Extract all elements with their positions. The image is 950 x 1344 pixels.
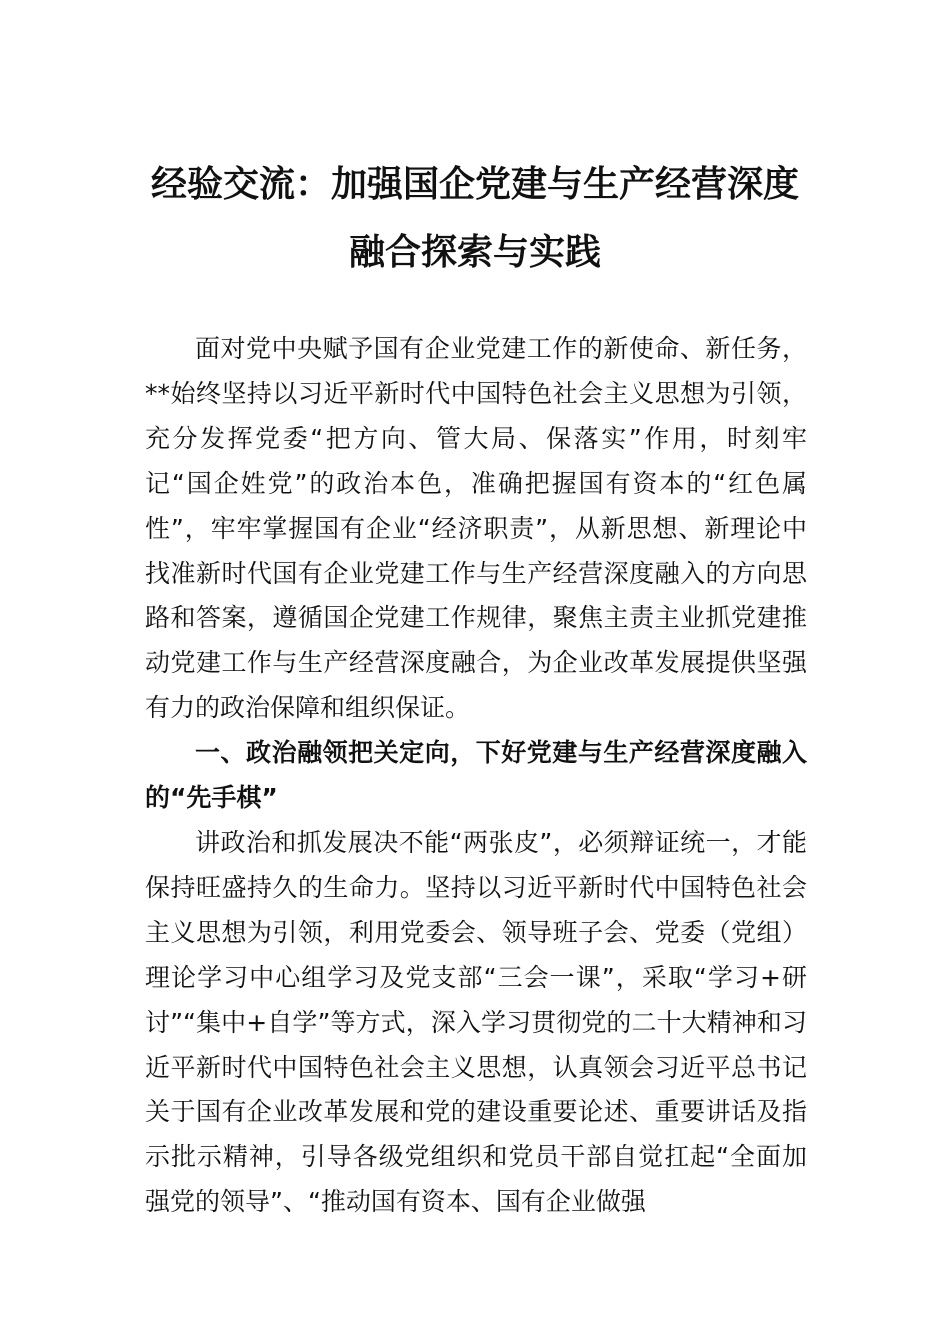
document-title-line-1: 经验交流：加强国企党建与生产经营深度 <box>150 163 799 205</box>
document-title-line-2: 融合探索与实践 <box>348 231 601 273</box>
section-1-paragraph: 讲政治和抓发展决不能“两张皮”，必须辩证统一，才能保持旺盛持久的生命力。坚持以习近平新时代中国特色社会主义思想为引领，利用党委会、领导班子会、党委（党组）理论学习中心组学习及党支部“三会一课”，采取“学习+研讨”“集中+自学”等方式，深入学习贯彻党的二十大精神和习近平新时代中国特色社会主义思想，认真领会习近平总书记关于国有企业改革发展和党的建设重要论述、重要讲话及指示批示精神，引导各级党组织和党员干部自觉扛起“全面加强党的领导”、“推动国有资本、国有企业做强 <box>145 828 807 1217</box>
intro-paragraph: 面对党中央赋予国有企业党建工作的新使命、新任务，**始终坚持以习近平新时代中国特色社会主义思想为引领，充分发挥党委“把方向、管大局、保落实”作用，时刻牢记“国企姓党”的政治本色，准确把握国有资本的“红色属性”，牢牢掌握国有企业“经济职责”，从新思想、新理论中找准新时代国有企业党建工作与生产经营深度融入的方向思路和答案，遵循国企党建工作规律，聚焦主责主业抓党建推动党建工作与生产经营深度融合，为企业改革发展提供坚强有力的政治保障和组织保证。 <box>145 334 807 723</box>
section-heading-1: 一、政治融领把关定向，下好党建与生产经营深度融入的“先手棋” <box>145 738 807 812</box>
